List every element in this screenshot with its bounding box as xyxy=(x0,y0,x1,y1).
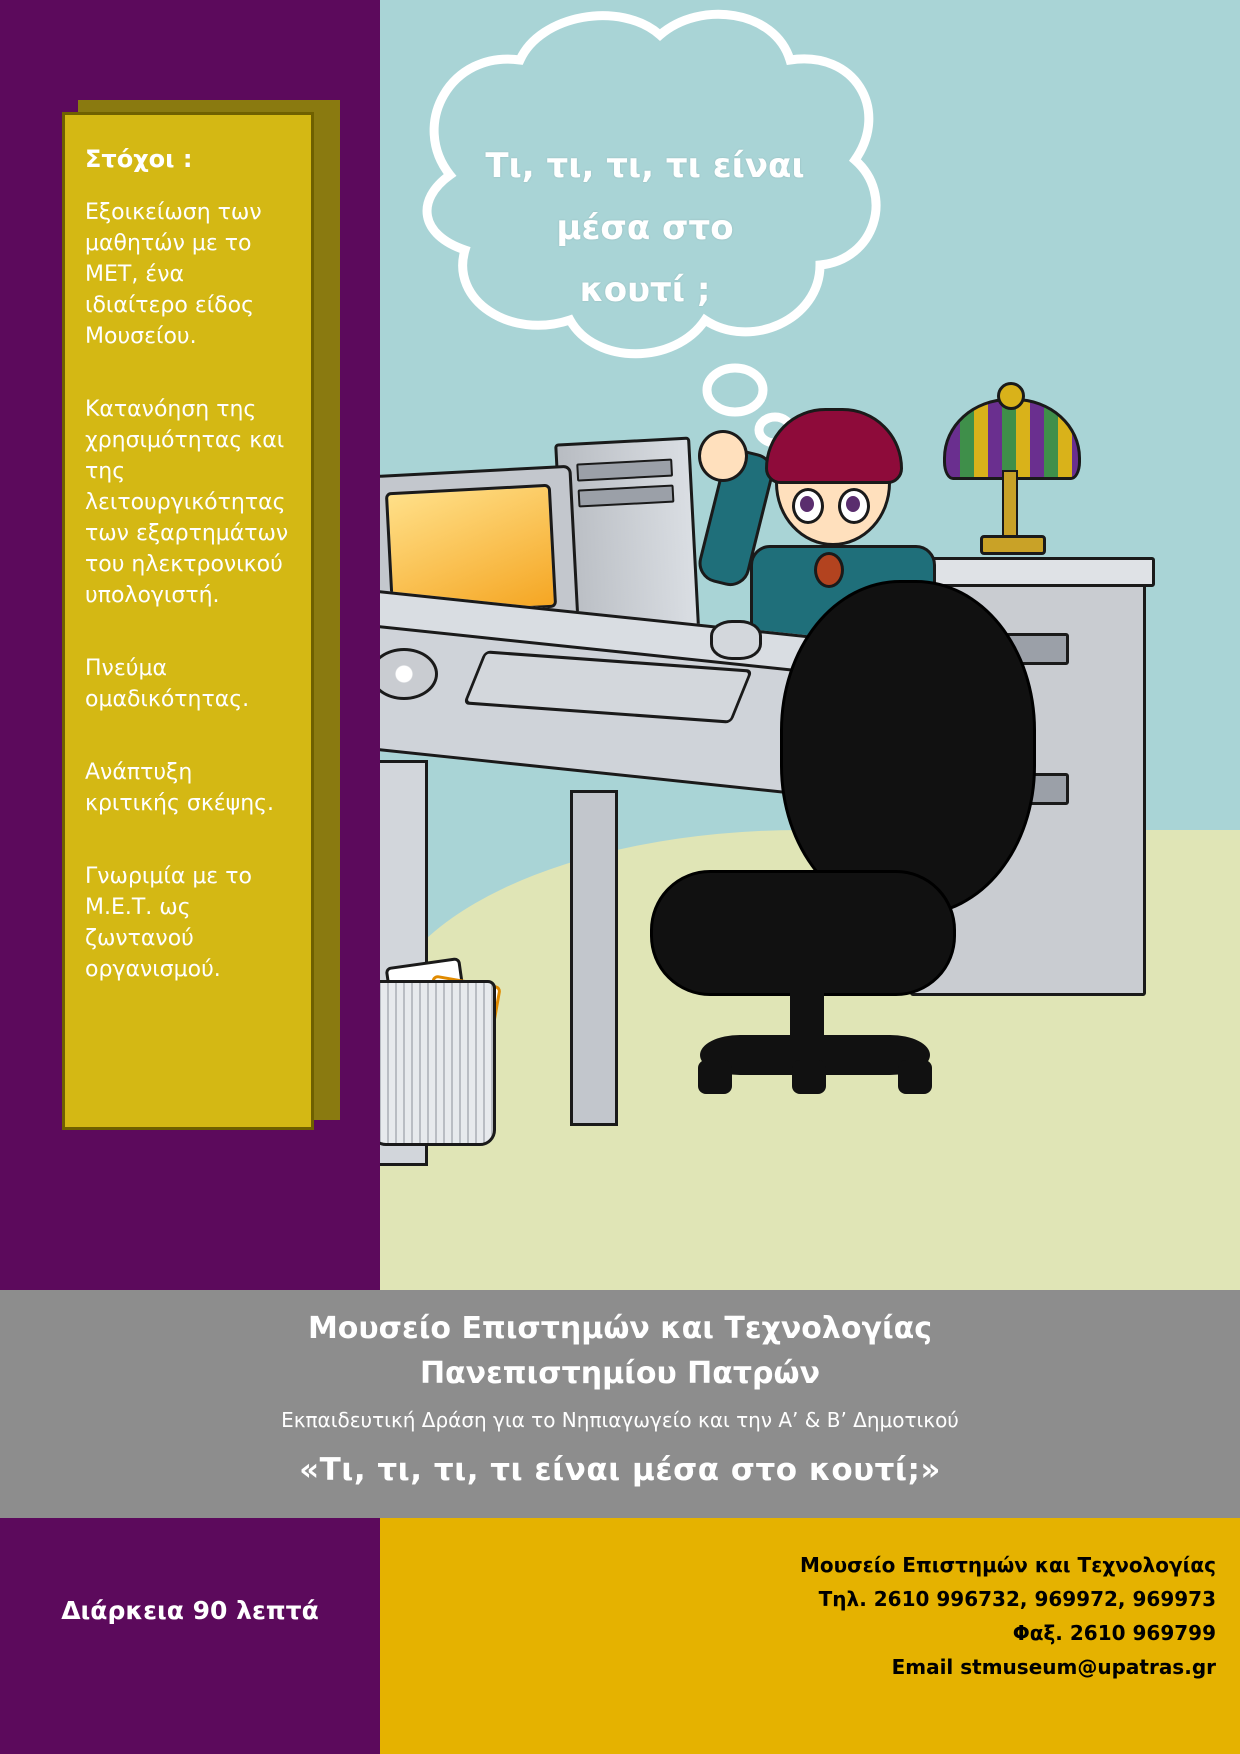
thought-bubble xyxy=(390,5,910,455)
goals-item-5: Γνωριμία με το Μ.Ε.Τ. ως ζωντανού οργανισμού. xyxy=(85,864,252,982)
desk-leg-right xyxy=(570,790,618,1126)
goals-item-2: Κατανόηση της χρησιμότητας και της λειτουργικότητας των εξαρτημάτων του ηλεκτρονικού υπολογιστή. xyxy=(85,397,289,608)
contact-email: Email stmuseum@upatras.gr xyxy=(891,1655,1216,1679)
mouse xyxy=(710,620,762,660)
contact-phone: Τηλ. 2610 996732, 969972, 969973 xyxy=(818,1587,1216,1611)
chair-back xyxy=(780,580,1036,916)
banner-quote: «Τι, τι, τι, τι είναι μέσα στο κουτί;» xyxy=(299,1452,941,1488)
goals-title: Στόχοι : xyxy=(85,145,193,173)
banner-title-line-1: Μουσείο Επιστημών και Τεχνολογίας xyxy=(307,1311,933,1346)
bubble-line-2: μέσα στο xyxy=(556,208,734,248)
goals-item-4: Ανάπτυξη κριτικής σκέψης. xyxy=(85,760,275,816)
person-pupil-right xyxy=(846,496,860,512)
goals-item-1: Εξοικείωση των μαθητών με το ΜΕΤ, ένα ιδιαίτερο είδος Μουσείου. xyxy=(85,200,262,349)
lamp-knob xyxy=(997,382,1025,410)
footer xyxy=(0,1518,1240,1754)
chair-wheel-right xyxy=(898,1060,932,1094)
banner-title-line-2: Πανεπιστημίου Πατρών xyxy=(419,1356,821,1391)
chair-wheel-left xyxy=(698,1060,732,1094)
museum-banner xyxy=(0,1290,1240,1518)
waste-bin xyxy=(380,980,496,1146)
contact-name: Μουσείο Επιστημών και Τεχνολογίας xyxy=(799,1553,1216,1577)
banner-subtitle: Εκπαιδευτική Δράση για το Νηπιαγωγείο και την Α’ & Β’ Δημοτικού xyxy=(281,1408,959,1432)
bubble-line-1: Τι, τι, τι, τι είναι xyxy=(485,146,805,186)
banner-title xyxy=(0,1290,1240,1396)
tower-drive-slot-2 xyxy=(578,485,675,508)
person-mouth xyxy=(814,552,844,588)
tower-drive-slot-1 xyxy=(576,459,673,482)
person-pupil-left xyxy=(800,496,814,512)
footer-purple-block xyxy=(0,1518,380,1754)
lamp-stem xyxy=(1002,470,1018,544)
goals-panel xyxy=(62,112,314,1130)
lamp-shade-icon xyxy=(943,398,1081,480)
goals-item-3: Πνεύμα ομαδικότητας. xyxy=(85,656,250,712)
illustration-scene xyxy=(380,0,1240,1290)
bubble-line-3: κουτί ; xyxy=(579,270,711,310)
contact-info xyxy=(800,1548,1216,1684)
lamp-base xyxy=(980,535,1046,555)
duration-label: Διάρκεια 90 λεπτά xyxy=(61,1596,319,1625)
bubble-text xyxy=(410,135,880,321)
person-hand xyxy=(698,430,748,482)
contact-fax: Φαξ. 2610 969799 xyxy=(1012,1621,1216,1645)
chair-wheel-center xyxy=(792,1060,826,1094)
